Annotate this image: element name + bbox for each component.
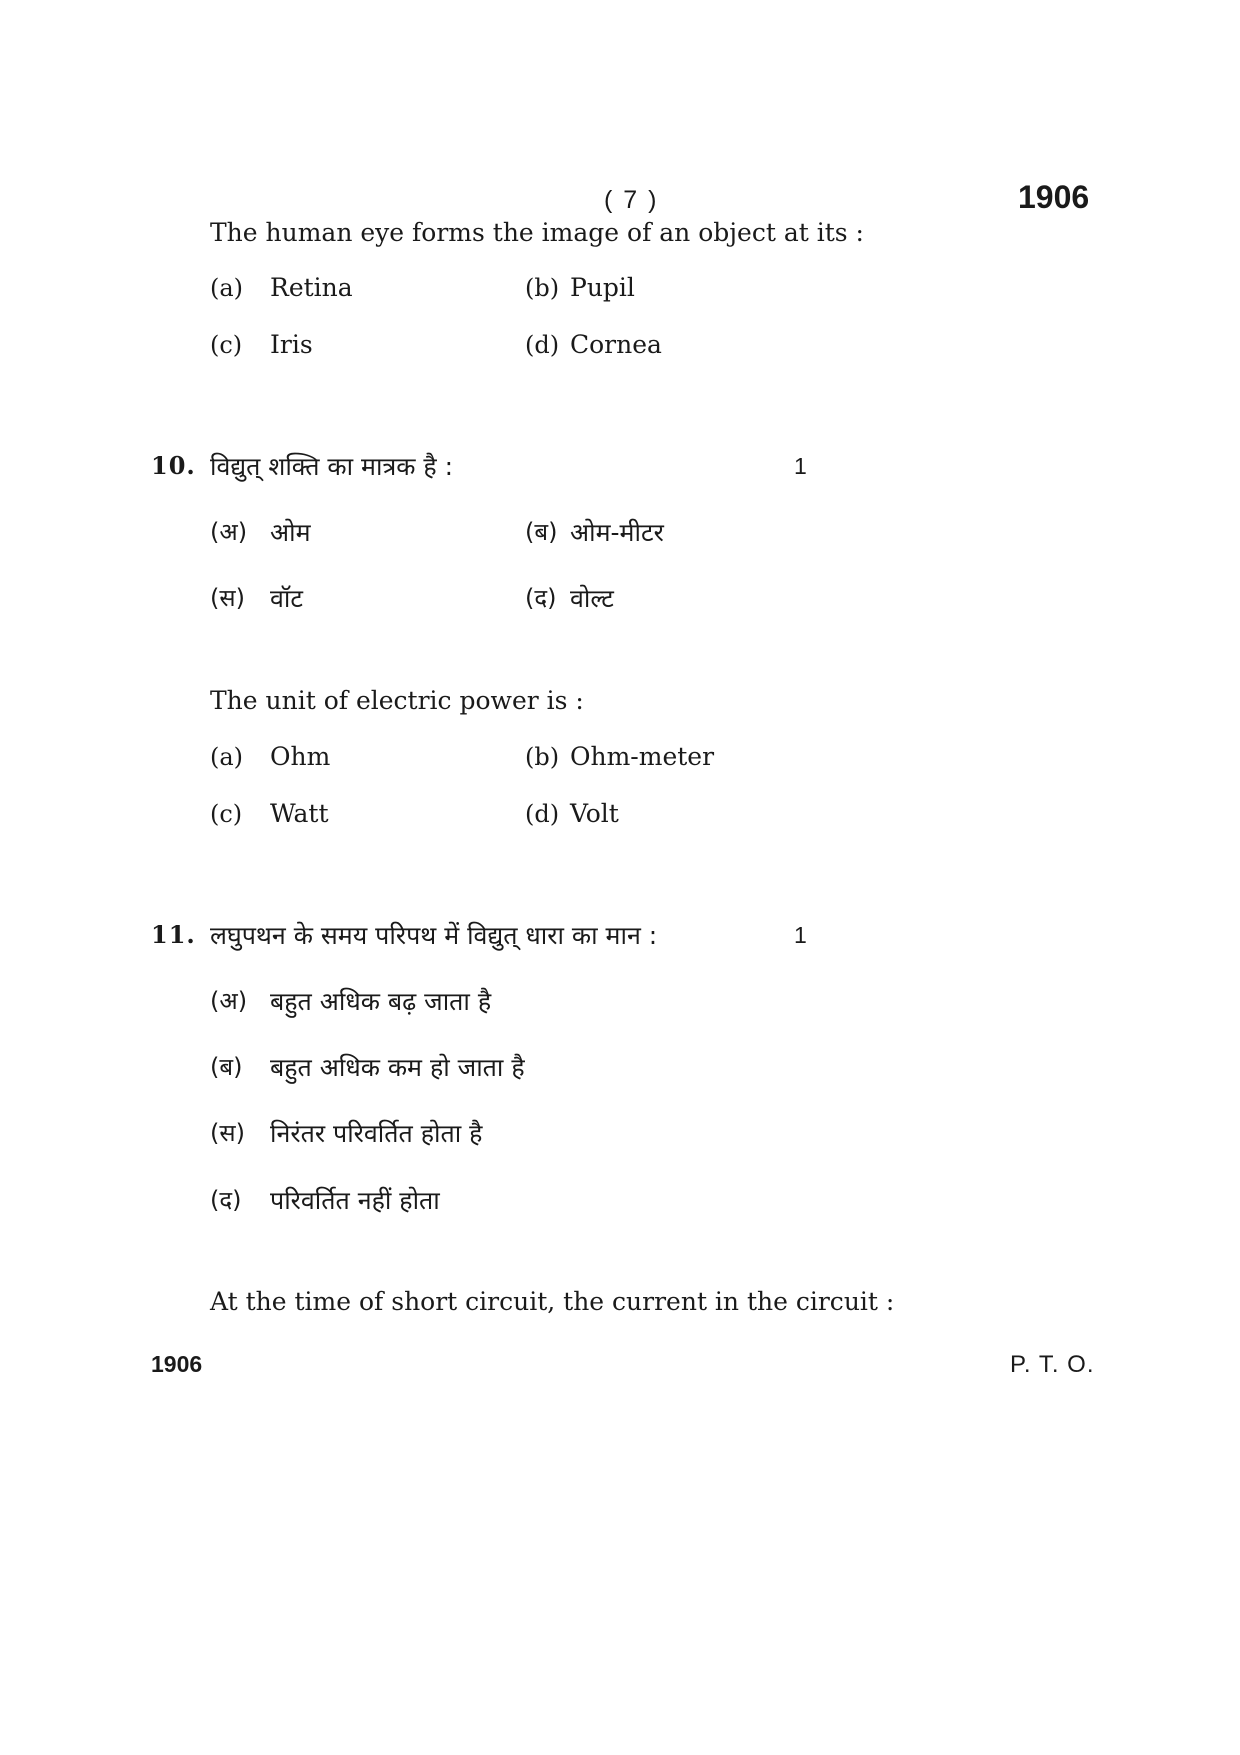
- q9-option-b-text: Pupil: [570, 273, 635, 302]
- paper-code-footer: 1906: [151, 1351, 203, 1377]
- q11-hindi-option-c-text: निरंतर परिवर्तित होता है: [270, 1119, 483, 1148]
- q11-hindi-option-d-label: (द): [210, 1186, 242, 1214]
- q9-option-c-text: Iris: [270, 330, 313, 359]
- q10-hindi-text: विद्युत् शक्ति का मात्रक है :: [210, 452, 454, 481]
- q9-option-b-label: (b): [525, 274, 560, 302]
- q10-hindi-option-b-label: (ब): [525, 518, 558, 546]
- q9-option-d-label: (d): [525, 331, 560, 359]
- paper-code-header: 1906: [1018, 179, 1090, 215]
- q10-option-d-label: (d): [525, 800, 560, 828]
- q11-hindi-option-a-text: बहुत अधिक बढ़ जाता है: [270, 987, 492, 1016]
- q11-hindi-option-c-label: (स): [210, 1119, 245, 1147]
- q10-marks: 1: [794, 453, 807, 479]
- page-number: ( 7 ): [604, 186, 659, 214]
- q11-number: 11.: [151, 920, 196, 949]
- q10-option-b-label: (b): [525, 743, 560, 771]
- q11-hindi-option-a-label: (अ): [210, 987, 248, 1015]
- q10-hindi-option-a-text: ओम: [270, 518, 311, 547]
- q11-hindi-option-b-label: (ब): [210, 1053, 243, 1081]
- q11-marks: 1: [794, 922, 807, 948]
- q10-hindi-option-a-label: (अ): [210, 518, 248, 546]
- q9-english-text: The human eye forms the image of an object at its :: [210, 218, 864, 247]
- q10-hindi-option-d-label: (द): [525, 584, 557, 612]
- q10-hindi-option-c-label: (स): [210, 584, 245, 612]
- q10-option-a-text: Ohm: [270, 742, 331, 771]
- q10-option-c-text: Watt: [270, 799, 329, 828]
- q10-option-d-text: Volt: [570, 799, 619, 828]
- q11-english-text: At the time of short circuit, the current in the circuit :: [210, 1287, 895, 1316]
- q10-option-b-text: Ohm-meter: [570, 742, 715, 771]
- q10-hindi-option-d-text: वोल्ट: [570, 584, 614, 613]
- q11-hindi-text: लघुपथन के समय परिपथ में विद्युत् धारा का मान :: [210, 921, 658, 950]
- q11-hindi-option-b-text: बहुत अधिक कम हो जाता है: [270, 1053, 525, 1082]
- q10-english-text: The unit of electric power is :: [210, 686, 584, 715]
- q10-number: 10.: [151, 451, 196, 480]
- q10-hindi-option-b-text: ओम-मीटर: [570, 518, 664, 547]
- q10-option-c-label: (c): [210, 800, 243, 828]
- q10-hindi-option-c-text: वॉट: [270, 584, 303, 613]
- q11-hindi-option-d-text: परिवर्तित नहीं होता: [270, 1186, 440, 1215]
- pto-label: P. T. O.: [1010, 1351, 1095, 1378]
- q9-option-d-text: Cornea: [570, 330, 662, 359]
- q9-option-a-label: (a): [210, 274, 244, 302]
- q9-option-c-label: (c): [210, 331, 243, 359]
- q10-option-a-label: (a): [210, 743, 244, 771]
- q9-option-a-text: Retina: [270, 273, 353, 302]
